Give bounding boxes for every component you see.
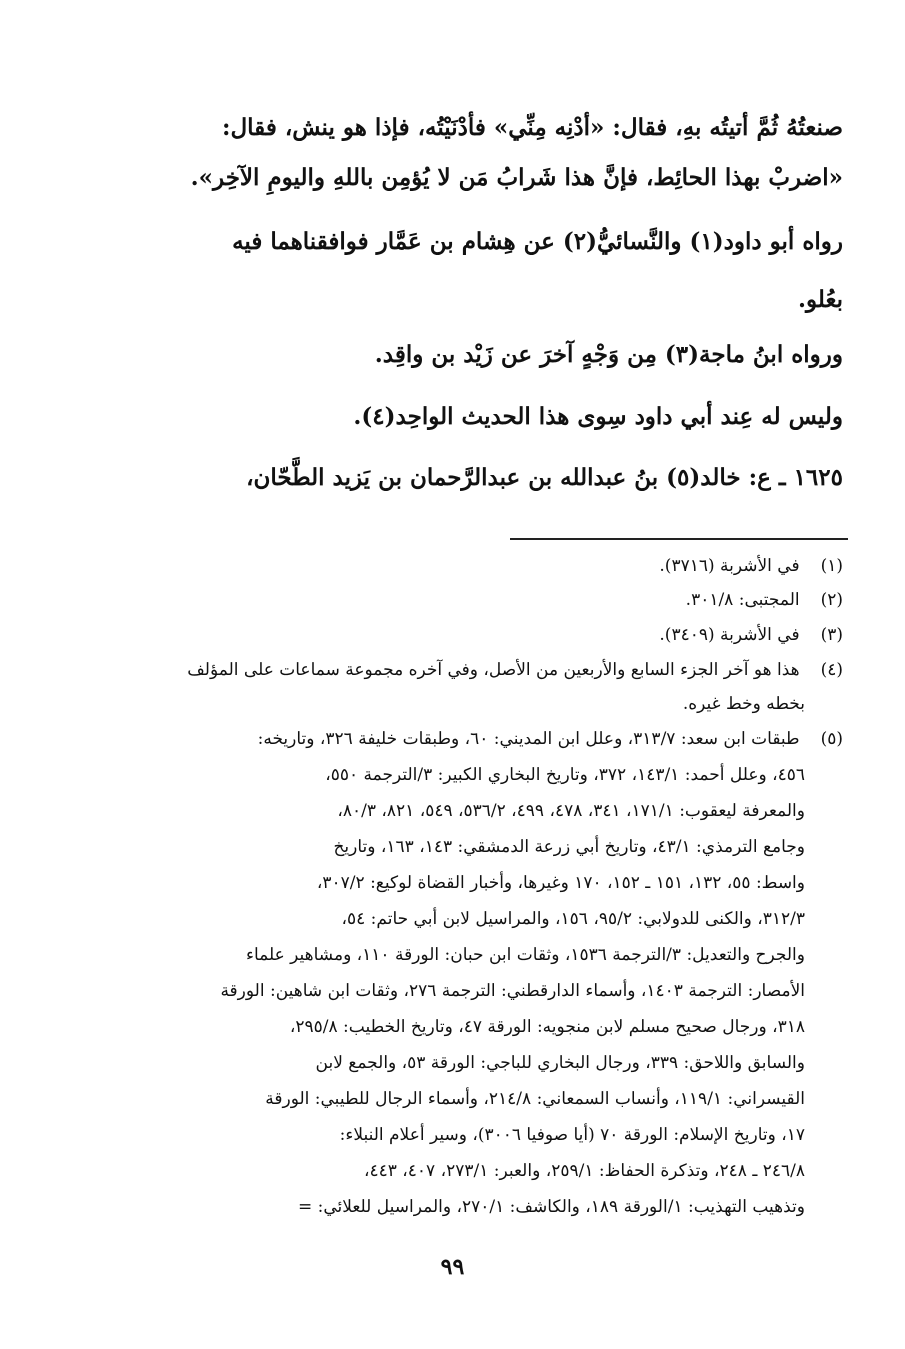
main-text-line: رواه أبو داود(١) والنَّسائيُّ(٢) عن هِشام بن عَمَّار فوافقناهما فيه [232, 228, 843, 255]
footnote-5-cont [65, 868, 805, 898]
footnote-text: طبقات ابن سعد: ٣١٣/٧، وعلل ابن المديني: ٦٠، وطبقات خليفة ٣٢٦، وتاريخه: [257, 729, 800, 749]
main-text-line: ورواه ابنُ ماجة(٣) مِن وَجْهٍ آخرَ عن زَيْد بن واقِد. [374, 341, 843, 368]
main-text-line: بعُلو. [797, 286, 843, 313]
footnote-5-cont [65, 940, 805, 970]
footnote-divider [510, 538, 848, 540]
footnote-5-cont [65, 832, 805, 862]
footnote-5-cont [65, 1156, 805, 1186]
footnote-text: ٤٥٦، وعلل أحمد: ١٤٣/١، ٣٧٢، وتاريخ البخاري الكبير: ٣/الترجمة ٥٥٠، [325, 765, 805, 785]
footnote-text: القيسراني: ١١٩/١، وأنساب السمعاني: ٢١٤/٨، وأسماء الرجال للطيبي: الورقة [265, 1089, 805, 1109]
footnote-5-cont [65, 904, 805, 934]
footnote-5-cont [65, 1084, 805, 1114]
footnote-text: والسابق واللاحق: ٣٣٩، ورجال البخاري للباجي: الورقة ٥٣، والجمع لابن [315, 1053, 805, 1073]
footnote-4-cont [65, 689, 805, 719]
footnote-1 [103, 551, 843, 581]
footnote-text: الأمصار: الترجمة ١٤٠٣، وأسماء الدارقطني: الترجمة ٢٧٦، وثقات ابن شاهين: الورقة [220, 981, 805, 1001]
footnote-text: وتذهيب التهذيب: ١/الورقة ١٨٩، والكاشف: ٢٧٠/١، والمراسيل للعلائي: = [297, 1197, 805, 1217]
footnote-5-cont [65, 1192, 805, 1222]
main-text-line: صنعتُهُ ثُمَّ أتيتُه بهِ، فقال: «أدْنِه مِنِّي» فأدْنَيْتُه، فإذا هو ينش، فقال: [221, 114, 843, 141]
footnote-text: بخطه وخط غيره. [682, 694, 805, 714]
footnote-5-cont [65, 760, 805, 790]
footnote-text: في الأشربة (٣٤٠٩). [659, 625, 800, 645]
entry-heading-line: ١٦٢٥ ـ ع: خالد(٥) بنُ عبدالله بن عبدالرَّحمان بن يَزيد الطَّحّان، [246, 464, 843, 491]
footnote-text: واسط: ٥٥، ١٣٢، ١٥١ ـ ١٥٢، ١٧٠ وغيرها، وأخبار القضاة لوكيع: ٣٠٧/٢، [316, 873, 805, 893]
footnote-number: (٢) [820, 590, 843, 610]
footnote-number: (١) [820, 556, 843, 576]
main-text-line: وليس له عِند أبي داود سِوى هذا الحديث الواحِد(٤). [353, 403, 843, 430]
footnote-5-cont [65, 796, 805, 826]
footnote-text: والمعرفة ليعقوب: ١٧١/١، ٣٤١، ٤٧٨، ٤٩٩، ٥٣٦/٢، ٥٤٩، ٨٢١، ٨٠/٣، [337, 801, 805, 821]
footnote-text: والجرح والتعديل: ٣/الترجمة ١٥٣٦، وثقات ابن حبان: الورقة ١١٠، ومشاهير علماء [245, 945, 805, 965]
footnote-5-cont [65, 1048, 805, 1078]
footnote-4 [103, 655, 843, 685]
footnote-text: ٣١٨، ورجال صحيح مسلم لابن منجويه: الورقة ٤٧، وتاريخ الخطيب: ٢٩٥/٨، [289, 1017, 805, 1037]
footnote-2 [103, 585, 843, 615]
footnote-text: ٣١٢/٣، والكنى للدولابي: ٩٥/٢، ١٥٦، والمراسيل لابن أبي حاتم: ٥٤، [341, 909, 805, 929]
footnote-text: ٢٤٦/٨ ـ ٢٤٨، وتذكرة الحفاظ: ٢٥٩/١، والعبر: ٢٧٣/١، ٤٠٧، ٤٤٣، [363, 1161, 805, 1181]
footnote-3 [103, 620, 843, 650]
footnote-5-cont [65, 976, 805, 1006]
footnote-number: (٤) [820, 660, 843, 680]
footnote-number: (٥) [820, 729, 843, 749]
footnote-5-cont [65, 1012, 805, 1042]
page-number: ٩٩ [440, 1254, 465, 1280]
main-text-line: «اضربْ بهذا الحائِط، فإنَّ هذا شَرابُ مَن لا يُؤمِن باللهِ واليومِ الآخِر». [190, 164, 843, 191]
footnote-text: المجتبى: ٣٠١/٨. [685, 590, 800, 610]
footnote-text: ١٧، وتاريخ الإسلام: الورقة ٧٠ (أيا صوفيا ٣٠٠٦)، وسير أعلام النبلاء: [339, 1125, 805, 1145]
footnote-text: في الأشربة (٣٧١٦). [659, 556, 800, 576]
footnote-5 [103, 724, 843, 754]
footnote-5-cont [65, 1120, 805, 1150]
footnote-text: هذا هو آخر الجزء السابع والأربعين من الأصل، وفي آخره مجموعة سماعات على المؤلف [187, 660, 800, 680]
footnote-text: وجامع الترمذي: ٤٣/١، وتاريخ أبي زرعة الدمشقي: ١٤٣، ١٦٣، وتاريخ [333, 837, 805, 857]
footnote-number: (٣) [820, 625, 843, 645]
